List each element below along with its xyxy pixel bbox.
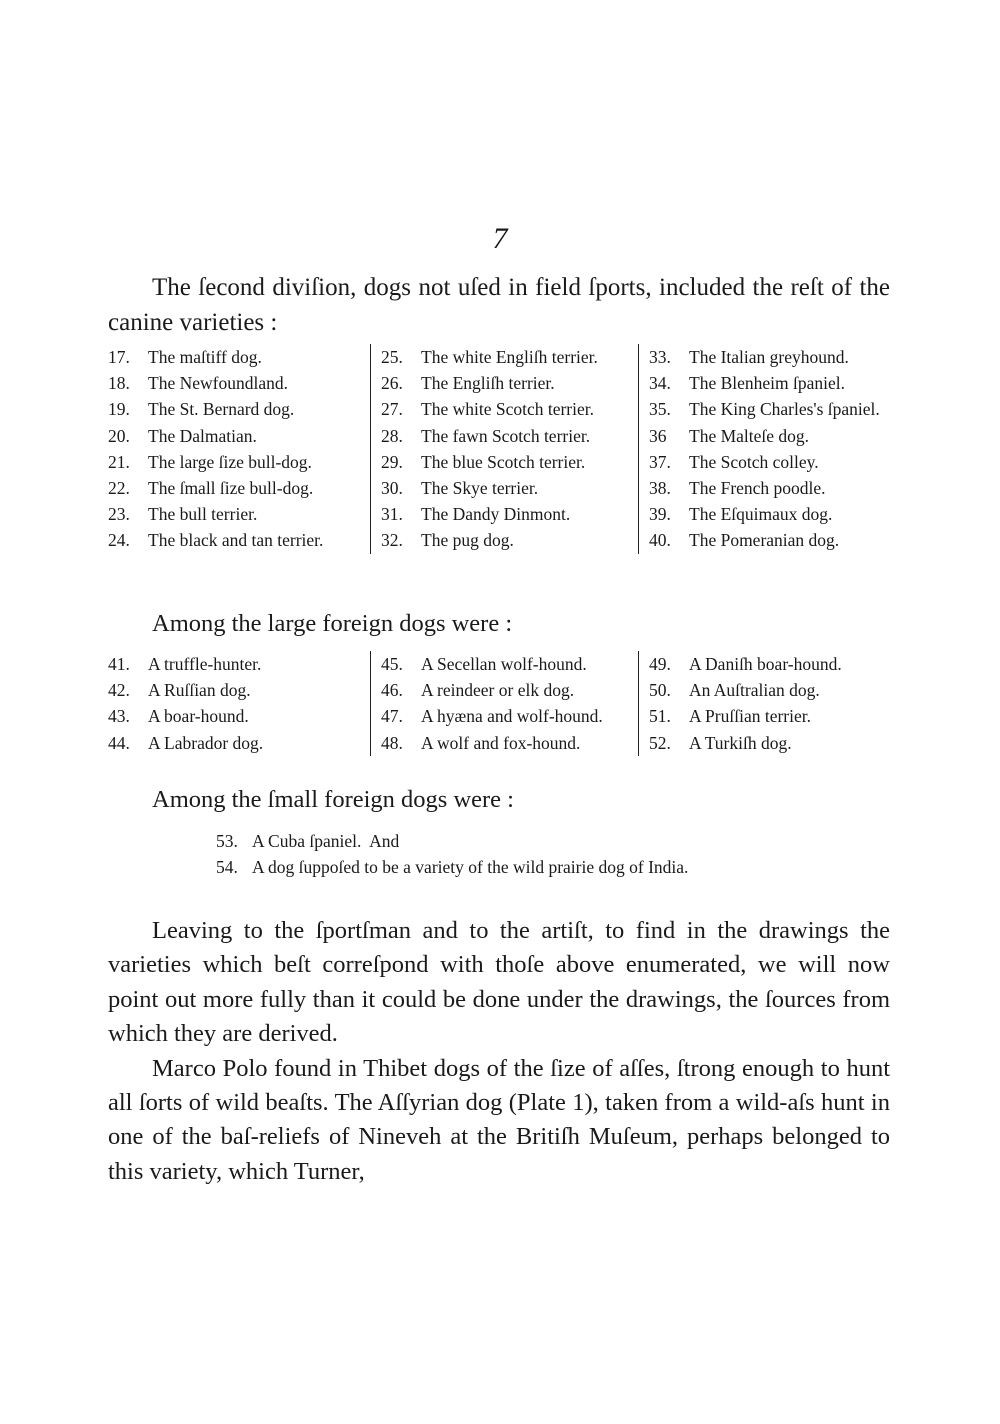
item-text: The Newfoundland. <box>148 373 288 394</box>
item-text: A Turkiſh dog. <box>689 732 792 753</box>
item-text: The Dalmatian. <box>148 425 257 446</box>
item-text: The Malteſe dog. <box>689 425 810 446</box>
item-number: 45. <box>381 654 403 674</box>
item-text: The Engliſh terrier. <box>421 373 555 394</box>
list-item <box>649 527 898 553</box>
list-column-3 <box>638 344 898 554</box>
canine-varieties-list <box>108 344 898 554</box>
item-number: 33. <box>649 347 671 367</box>
item-number: 32. <box>381 530 403 551</box>
item-number: 26. <box>381 373 403 394</box>
item-text: A wolf and fox-hound. <box>421 732 581 753</box>
item-text: A boar-hound. <box>148 706 249 727</box>
item-text: The King Charles's ſpaniel. <box>689 399 880 420</box>
item-number: 42. <box>108 680 130 701</box>
list-column-1 <box>108 651 370 756</box>
item-number: 21. <box>108 451 130 472</box>
item-number: 29. <box>381 451 403 472</box>
item-number: 18. <box>108 373 130 394</box>
item-text: The Dandy Dinmont. <box>421 504 571 525</box>
list-item <box>108 677 364 703</box>
list-item <box>381 475 634 501</box>
intro-paragraph: The ſecond diviſion, dogs not uſed in field ſports, included the reſt of the canine varieties : <box>108 274 890 336</box>
item-text: The ſmall ſize bull-dog. <box>148 478 314 499</box>
item-number: 46. <box>381 680 403 701</box>
list-item <box>649 475 898 501</box>
list-item <box>649 396 898 422</box>
list-item <box>381 396 634 422</box>
item-text: A Pruſſian terrier. <box>689 706 811 727</box>
list-item <box>108 501 364 527</box>
list-item <box>381 370 634 396</box>
item-text: An Auſtralian dog. <box>689 680 820 701</box>
item-number: 49. <box>649 654 671 674</box>
item-number: 36 <box>649 425 667 446</box>
item-text: A dog ſuppoſed to be a variety of the wild prairie dog of India. <box>252 857 689 878</box>
small-foreign-dogs-list <box>216 828 688 880</box>
item-text: The white Engliſh terrier. <box>421 347 598 367</box>
item-number: 34. <box>649 373 671 394</box>
item-number: 31. <box>381 504 403 525</box>
item-number: 41. <box>108 654 130 674</box>
item-number: 19. <box>108 399 130 420</box>
item-number: 53. <box>216 831 238 851</box>
list-item <box>649 344 898 370</box>
item-text: A Cuba ſpaniel. And <box>252 831 400 851</box>
item-text: A truffle-hunter. <box>148 654 262 674</box>
item-number: 28. <box>381 425 403 446</box>
item-number: 20. <box>108 425 130 446</box>
list-item <box>649 449 898 475</box>
list-item <box>108 527 364 553</box>
item-text: The Skye terrier. <box>421 478 539 499</box>
item-number: 54. <box>216 857 238 878</box>
list-item <box>649 501 898 527</box>
item-number: 40. <box>649 530 671 551</box>
item-text: The fawn Scotch terrier. <box>421 425 591 446</box>
item-text: A reindeer or elk dog. <box>421 680 575 701</box>
item-number: 52. <box>649 732 671 753</box>
list-item <box>649 730 900 756</box>
page-number: 7 <box>492 222 508 255</box>
list-item <box>649 370 898 396</box>
list-item <box>649 423 898 449</box>
item-text: The white Scotch terrier. <box>421 399 594 420</box>
item-text: A Secellan wolf-hound. <box>421 654 587 674</box>
list-item <box>108 703 364 729</box>
item-text: The St. Bernard dog. <box>148 399 295 420</box>
item-number: 35. <box>649 399 671 420</box>
list-item <box>108 730 364 756</box>
list-item <box>381 703 634 729</box>
list-item <box>108 449 364 475</box>
item-text: A Ruſſian dog. <box>148 680 251 701</box>
body-text <box>108 914 890 1189</box>
item-number: 30. <box>381 478 403 499</box>
item-number: 51. <box>649 706 671 727</box>
list-item <box>381 651 634 677</box>
body-paragraph: Leaving to the ſportſman and to the artiſt, to find in the drawings the varieties which beſt correſpond with thoſe above enumerated, we will now point out more fully than it could be done under the drawings, the ſources from which they are derived. <box>108 917 890 1048</box>
item-text: A hyæna and wolf-hound. <box>421 706 603 727</box>
item-number: 37. <box>649 451 671 472</box>
large-foreign-dogs-heading: Among the large foreign dogs were : <box>152 610 513 637</box>
list-column-2 <box>370 651 638 756</box>
item-text: A Labrador dog. <box>148 732 264 753</box>
list-column-1 <box>108 344 370 554</box>
item-text: The Blenheim ſpaniel. <box>689 373 845 394</box>
item-text: The pug dog. <box>421 530 514 551</box>
item-text: A Daniſh boar-hound. <box>689 654 842 674</box>
item-number: 23. <box>108 504 130 525</box>
list-item <box>649 677 900 703</box>
list-item <box>108 475 364 501</box>
item-number: 38. <box>649 478 671 499</box>
list-item <box>381 344 634 370</box>
item-number: 43. <box>108 706 130 727</box>
list-item <box>381 677 634 703</box>
list-item <box>649 651 900 677</box>
item-number: 44. <box>108 732 130 753</box>
list-item <box>108 396 364 422</box>
body-paragraph: Marco Polo found in Thibet dogs of the ſize of aſſes, ſtrong enough to hunt all ſorts of wild beaſts. The Aſſyrian dog (Plate 1), taken from a wild-aſs hunt in one of the baſ-reliefs of Nineveh at the Britiſh Muſeum, perhaps belonged to this variety, which Turner, <box>108 1054 890 1185</box>
list-item <box>108 370 364 396</box>
item-text: The large ſize bull-dog. <box>148 451 312 472</box>
item-number: 24. <box>108 530 130 551</box>
item-number: 48. <box>381 732 403 753</box>
list-column-2 <box>370 344 638 554</box>
item-text: The bull terrier. <box>148 504 258 525</box>
list-item <box>108 651 364 677</box>
item-text: The French poodle. <box>689 478 826 499</box>
list-item <box>216 854 688 880</box>
item-number: 25. <box>381 347 403 367</box>
list-item <box>381 527 634 553</box>
item-number: 27. <box>381 399 403 420</box>
item-number: 47. <box>381 706 403 727</box>
item-text: The Eſquimaux dog. <box>689 504 833 525</box>
list-item <box>649 703 900 729</box>
small-foreign-dogs-heading: Among the ſmall foreign dogs were : <box>152 786 514 813</box>
item-number: 17. <box>108 347 130 367</box>
list-item <box>381 730 634 756</box>
list-item <box>108 423 364 449</box>
list-item <box>108 344 364 370</box>
list-item <box>216 828 688 854</box>
large-foreign-dogs-list <box>108 651 900 756</box>
item-text: The maſtiff dog. <box>148 347 262 367</box>
item-text: The blue Scotch terrier. <box>421 451 586 472</box>
item-number: 39. <box>649 504 671 525</box>
item-number: 22. <box>108 478 130 499</box>
list-item <box>381 449 634 475</box>
list-column-3 <box>638 651 900 756</box>
list-item <box>381 423 634 449</box>
item-number: 50. <box>649 680 671 701</box>
item-text: The Pomeranian dog. <box>689 530 840 551</box>
item-text: The Scotch colley. <box>689 451 819 472</box>
list-item <box>381 501 634 527</box>
item-text: The Italian greyhound. <box>689 347 849 367</box>
item-text: The black and tan terrier. <box>148 530 324 551</box>
